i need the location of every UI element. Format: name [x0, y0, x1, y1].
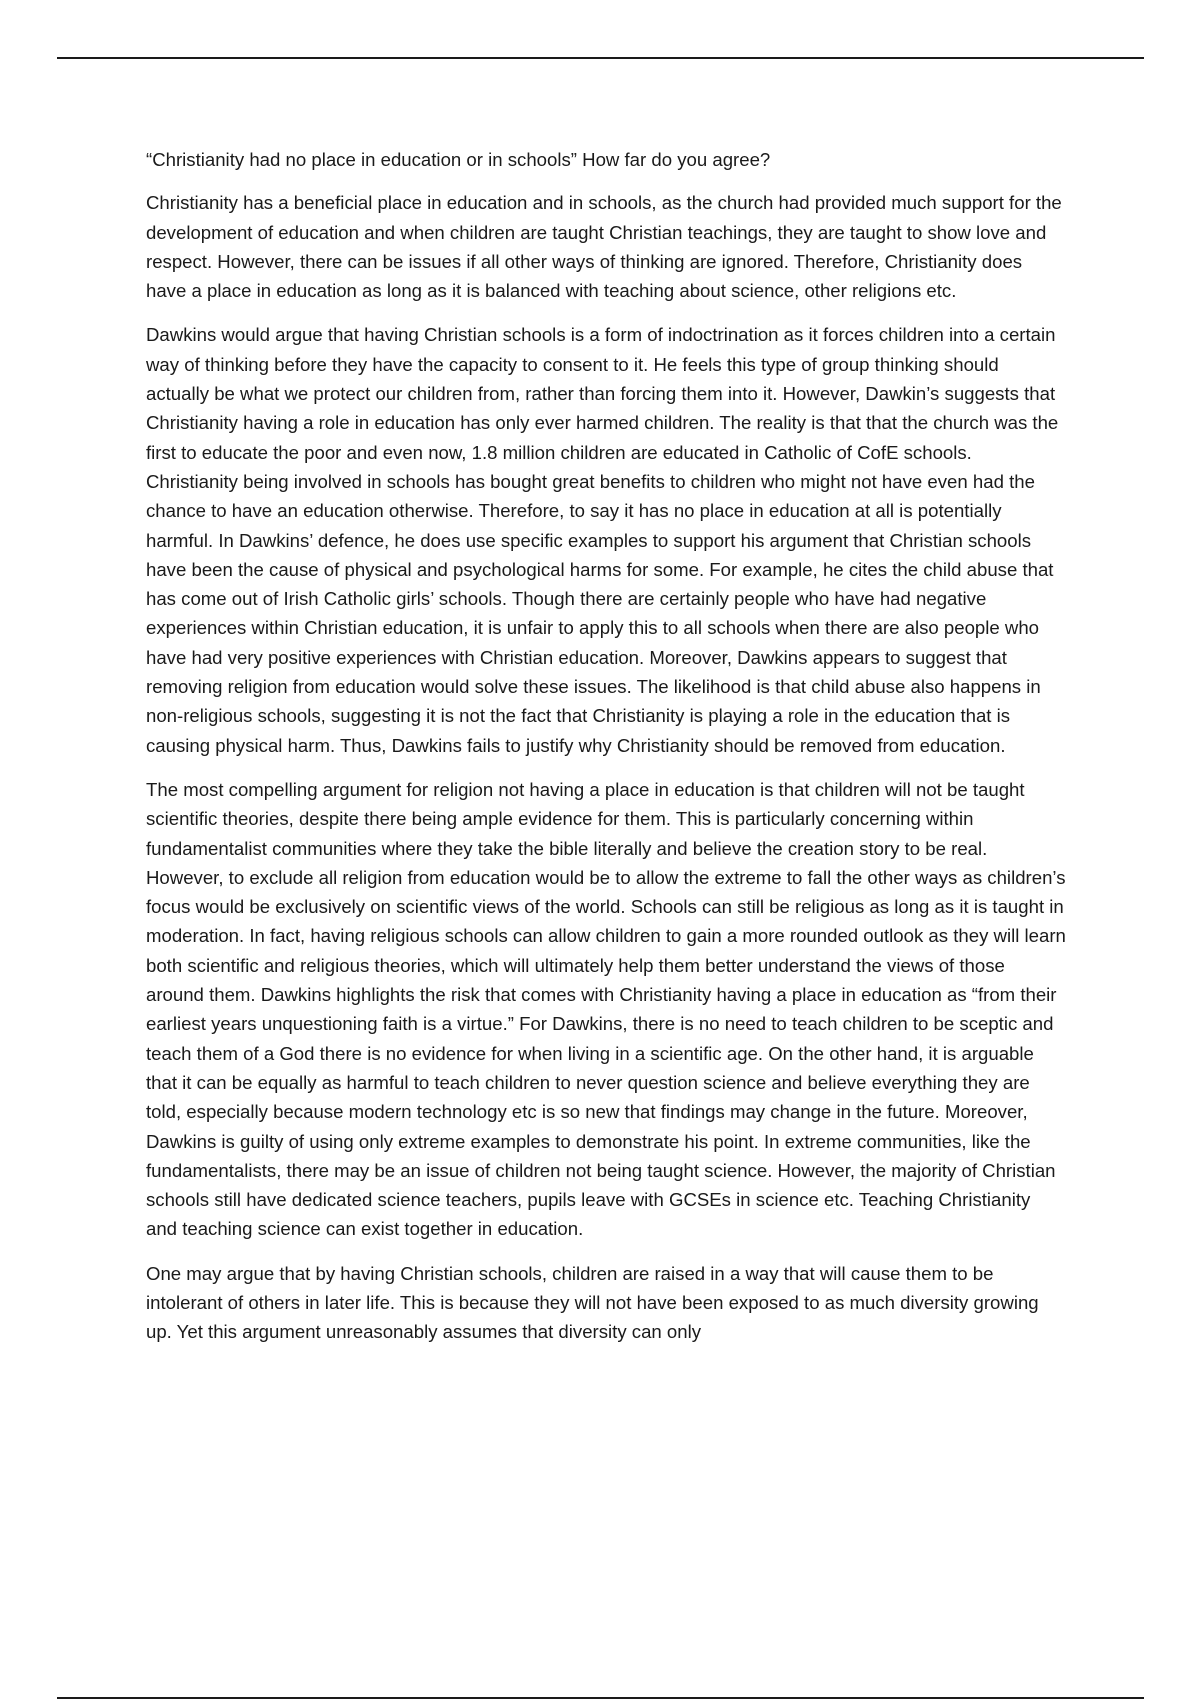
- header-rule: [57, 57, 1144, 59]
- footer-rule: [57, 1697, 1144, 1699]
- essay-question: “Christianity had no place in education or in schools” How far do you agree?: [146, 149, 771, 170]
- essay-body: [146, 145, 1066, 1362]
- paragraph-intolerance: One may argue that by having Christian schools, children are raised in a way that will cause them to be intolerant of others in later life. This is because they will not have been exposed to as much diversity growing up. Yet this argument unreasonably assumes that diversity can only: [146, 1262, 1039, 1343]
- paragraph-science: The most compelling argument for religion not having a place in education is that children will not be taught scientific theories, despite there being ample evidence for them. This is particularly concerning within fundamentalist communities where they take the bible literally and believe the creation story to be real. However, to exclude all religion from education would be to allow the extreme to fall the other ways as children’s focus would be exclusively on scientific views of the world. Schools can still be religious as long as it is taught in moderation. In fact, having religious schools can allow children to gain a more rounded outlook as they will learn both scientific and religious theories, which will ultimately help them better understand the views of those around them. Dawkins highlights the risk that comes with Christianity having a place in education as “from their earliest years unquestioning faith is a virtue.” For Dawkins, there is no need to teach children to be sceptic and teach them of a God there is no evidence for when living in a scientific age. On the other hand, it is arguable that it can be equally as harmful to teach children to never question science and believe everything they are told, especially because modern technology etc is so new that findings may change in the future. Moreover, Dawkins is guilty of using only extreme examples to demonstrate his point. In extreme communities, like the fundamentalists, there may be an issue of children not being taught science. However, the majority of Christian schools still have dedicated science teachers, pupils leave with GCSEs in science etc. Teaching Christianity and teaching science can exist together in education.: [146, 778, 1066, 1240]
- paragraph-intro: Christianity has a beneficial place in education and in schools, as the church had provided much support for the development of education and when children are taught Christian teachings, they are taught to show love and respect. However, there can be issues if all other ways of thinking are ignored. Therefore, Christianity does have a place in education as long as it is balanced with teaching about science, other religions etc.: [146, 192, 1062, 302]
- paragraph-indoctrination: Dawkins would argue that having Christian schools is a form of indoctrination as it forces children into a certain way of thinking before they have the capacity to consent to it. He feels this type of group thinking should actually be what we protect our children from, rather than forcing them into it. However, Dawkin’s suggests that Christianity having a role in education has only ever harmed children. The reality is that that the church was the first to educate the poor and even now, 1.8 million children are educated in Catholic of CofE schools. Christianity being involved in schools has bought great benefits to children who might not have even had the chance to have an education otherwise. Therefore, to say it has no place in education at all is potentially harmful. In Dawkins’ defence, he does use specific examples to support his argument that Christian schools have been the cause of physical and psychological harms for some. For example, he cites the child abuse that has come out of Irish Catholic girls’ schools. Though there are certainly people who have had negative experiences within Christian education, it is unfair to apply this to all schools when there are also people who have had very positive experiences with Christian education. Moreover, Dawkins appears to suggest that removing religion from education would solve these issues. The likelihood is that child abuse also happens in non-religious schools, suggesting it is not the fact that Christianity is playing a role in the education that is causing physical harm. Thus, Dawkins fails to justify why Christianity should be removed from education.: [146, 324, 1059, 756]
